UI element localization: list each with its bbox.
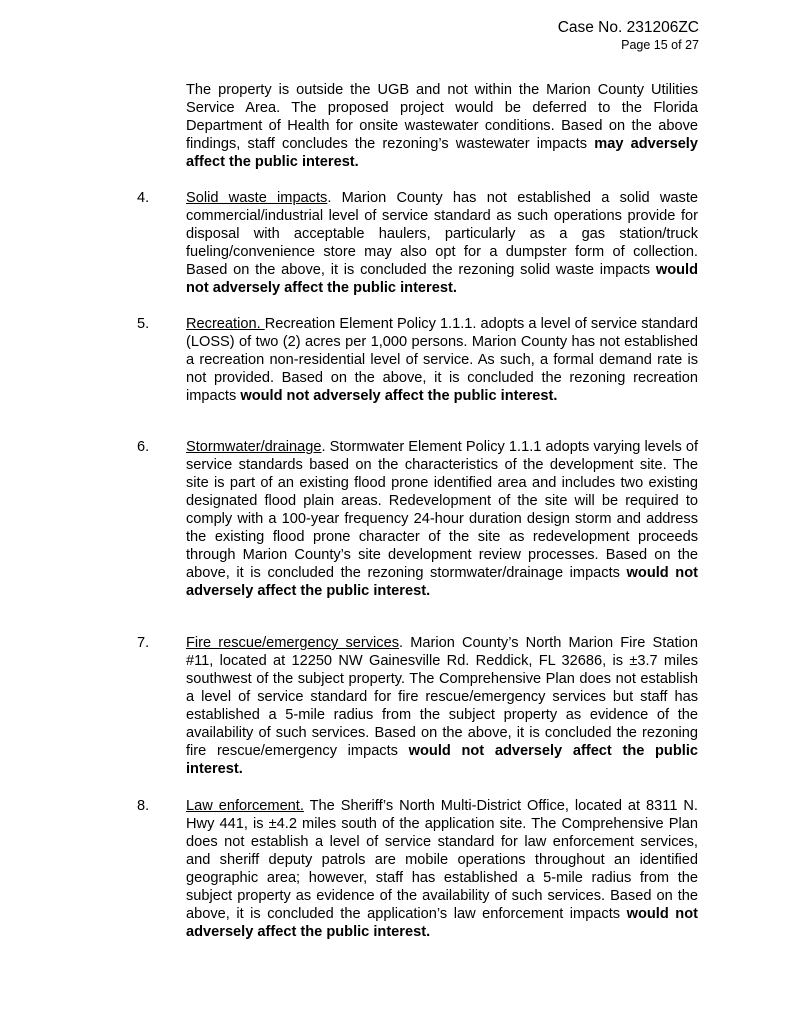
item-paragraph-solid-waste — [186, 189, 698, 297]
item-paragraph-law-enforcement — [186, 797, 698, 941]
item-heading: Stormwater/drainage — [186, 439, 322, 455]
intro-paragraph — [186, 81, 698, 171]
item-paragraph-stormwater — [186, 438, 698, 600]
page-header — [558, 18, 699, 53]
item-heading: Law enforcement. — [186, 798, 304, 814]
item-text: Marion County has not established a solid waste commercial/industrial level of service standard as such operations provide for disposal with acceptable haulers, particularly as a gas station/truck fueling/convenience store may also opt for a dumpster form of collection. Based on the above, it is concluded the rezoning solid waste impacts — [186, 190, 699, 278]
item-conclusion: would not adversely affect the public interest. — [186, 743, 698, 777]
page-number: Page 15 of 27 — [621, 38, 699, 52]
item-number: 4. — [137, 190, 150, 206]
item-heading: Recreation. — [186, 316, 265, 332]
case-number: Case No. 231206ZC — [557, 19, 699, 36]
item-conclusion: would not adversely affect the public interest. — [240, 388, 558, 404]
item-heading: Solid waste impacts — [186, 190, 328, 206]
item-number: 6. — [137, 439, 150, 455]
item-text: Recreation Element Policy 1.1.1. adopts a level of service standard (LOSS) of two (2) acres per 1,000 persons. Marion County has not established a recreation non-residential level of service. As such, a formal demand rate is not provided. Based on the above, it is concluded the rezoning recreation impacts — [186, 316, 698, 404]
item-conclusion: would not adversely affect the public interest. — [186, 565, 698, 599]
item-text: The Sheriff’s North Multi-District Office, located at 8311 N. Hwy 441, is ±4.2 miles south of the application site. The Comprehensive Plan does not establish a level of service standard for law enforcement services, and sheriff deputy patrols are mobile operations throughout an identified geographic area; however, staff has established a 5-mile radius from the subject property as evidence of the availability of such services. Based on the above, it is concluded the application’s law enforcement impacts — [186, 798, 698, 922]
intro-conclusion: may adversely affect the public interest. — [186, 136, 698, 170]
item-number: 8. — [137, 798, 150, 814]
item-conclusion: would not adversely affect the public interest. — [186, 906, 698, 940]
item-conclusion: would not adversely affect the public interest. — [186, 262, 698, 296]
item-paragraph-recreation — [186, 315, 698, 405]
item-heading-suffix: . — [327, 190, 332, 206]
item-heading-suffix: . — [321, 439, 326, 455]
intro-text: The property is outside the UGB and not within the Marion County Utilities Service Area. The proposed project would be deferred to the Florida Department of Health for onsite wastewater conditions. Based on the above findings, staff concludes the rezoning’s wastewater impacts — [186, 82, 698, 152]
item-heading: Fire rescue/emergency services — [186, 635, 400, 651]
item-number: 7. — [137, 635, 150, 651]
item-paragraph-fire-rescue — [186, 634, 698, 778]
item-text: Marion County’s North Marion Fire Station #11, located at 12250 NW Gainesville Rd. Reddick, FL 32686, is ±3.7 miles southwest of the subject property. The Comprehensive Plan does not establish a level of service standard for fire rescue/emergency services but staff has established a 5-mile radius from the subject property as evidence of the availability of such services. Based on the above, it is concluded the rezoning fire rescue/emergency impacts — [186, 635, 698, 759]
item-number: 5. — [137, 316, 150, 332]
item-text: Stormwater Element Policy 1.1.1 adopts varying levels of service standards based on the characteristics of the development site. The site is part of an existing flood prone identified area and includes two existing designated flood plain areas. Redevelopment of the site will be required to comply with a 100-year frequency 24-hour duration design storm and address the existing flood prone character of the site as redevelopment proceeds through Marion County’s site development review processes. Based on the above, it is concluded the rezoning stormwater/drainage impacts — [186, 439, 698, 581]
item-heading-suffix: . — [399, 635, 404, 651]
